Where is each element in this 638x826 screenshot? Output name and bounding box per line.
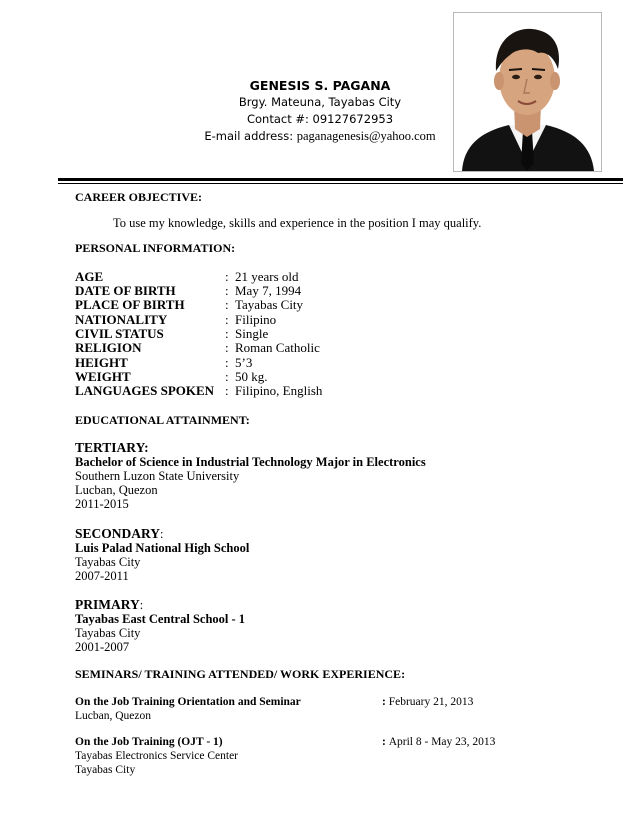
header-divider-thick: [58, 178, 623, 181]
secondary-years: 2007-2011: [75, 569, 129, 583]
primary-location: Tayabas City: [75, 626, 141, 640]
info-value: 5’3: [235, 355, 253, 370]
training-item: On the Job Training Orientation and Seminar : February 21, 2013 Lucban, Quezon: [75, 695, 615, 723]
info-label: HEIGHT: [75, 355, 128, 370]
tertiary-years: 2011-2015: [75, 497, 129, 511]
info-label: CIVIL STATUS: [75, 326, 164, 341]
info-value: Single: [235, 326, 269, 341]
tertiary-degree: Bachelor of Science in Industrial Technology Major in Electronics: [75, 455, 426, 469]
tertiary-level: TERTIARY:: [75, 440, 149, 455]
training-date: April 8 - May 23, 2013: [388, 736, 496, 748]
info-value: Tayabas City: [235, 297, 304, 312]
info-value: Filipino: [235, 312, 277, 327]
secondary-level: SECONDARY: [75, 526, 161, 541]
training-venue: Tayabas Electronics Service Center: [75, 750, 238, 762]
career-objective-heading: CAREER OBJECTIVE:: [75, 190, 203, 204]
info-label: RELIGION: [75, 340, 142, 355]
primary-level: PRIMARY: [75, 597, 140, 612]
training-location: Tayabas City: [75, 764, 136, 776]
primary-school: Tayabas East Central School - 1: [75, 612, 246, 626]
training-title: On the Job Training Orientation and Seminar: [75, 696, 301, 708]
info-value: Roman Catholic: [235, 340, 320, 355]
education-heading: EDUCATIONAL ATTAINMENT:: [75, 413, 250, 427]
info-label: LANGUAGES SPOKEN: [75, 383, 215, 398]
email-line: [150, 128, 490, 145]
info-label: NATIONALITY: [75, 312, 168, 327]
training-heading: SEMINARS/ TRAINING ATTENDED/ WORK EXPERIENCE:: [75, 667, 406, 681]
info-label: DATE OF BIRTH: [75, 283, 176, 298]
tertiary-block: [75, 441, 426, 511]
tertiary-school: Southern Luzon State University: [75, 469, 240, 483]
primary-block: PRIMARY: Tayabas East Central School - 1 Tayabas City 2001-2007: [75, 597, 246, 654]
applicant-name: GENESIS S. PAGANA: [249, 78, 391, 93]
secondary-location: Tayabas City: [75, 555, 141, 569]
training-location: Lucban, Quezon: [75, 710, 151, 722]
info-value: Filipino, English: [235, 383, 323, 398]
portrait-illustration: [454, 13, 601, 171]
personal-info-heading: PERSONAL INFORMATION:: [75, 241, 236, 255]
header-divider-thin: [58, 183, 623, 184]
primary-years: 2001-2007: [75, 640, 130, 654]
career-objective-text: To use my knowledge, skills and experience in the position I may qualify.: [113, 216, 482, 230]
training-title: On the Job Training (OJT - 1): [75, 736, 223, 748]
email-value: paganagenesis@yahoo.com: [296, 129, 436, 143]
secondary-school: Luis Palad National High School: [75, 541, 250, 555]
tertiary-location: Lucban, Quezon: [75, 483, 158, 497]
info-label: AGE: [75, 269, 104, 284]
address: Brgy. Mateuna, Tayabas City: [238, 95, 402, 109]
info-label: WEIGHT: [75, 369, 131, 384]
email-label: E-mail address:: [204, 129, 297, 143]
resume-header: [150, 77, 490, 145]
contact-number: Contact #: 09127672953: [246, 112, 394, 126]
profile-photo: [453, 12, 602, 172]
info-value: 21 years old: [235, 269, 299, 284]
training-date: February 21, 2013: [388, 696, 474, 708]
info-label: PLACE OF BIRTH: [75, 297, 185, 312]
training-item: On the Job Training (OJT - 1) : April 8 - May 23, 2013 Tayabas Electronics Service Center Tayabas City: [75, 735, 615, 777]
info-value: 50 kg.: [235, 369, 268, 384]
info-value: May 7, 1994: [235, 283, 302, 298]
secondary-block: SECONDARY: Luis Palad National High School Tayabas City 2007-2011: [75, 526, 250, 583]
